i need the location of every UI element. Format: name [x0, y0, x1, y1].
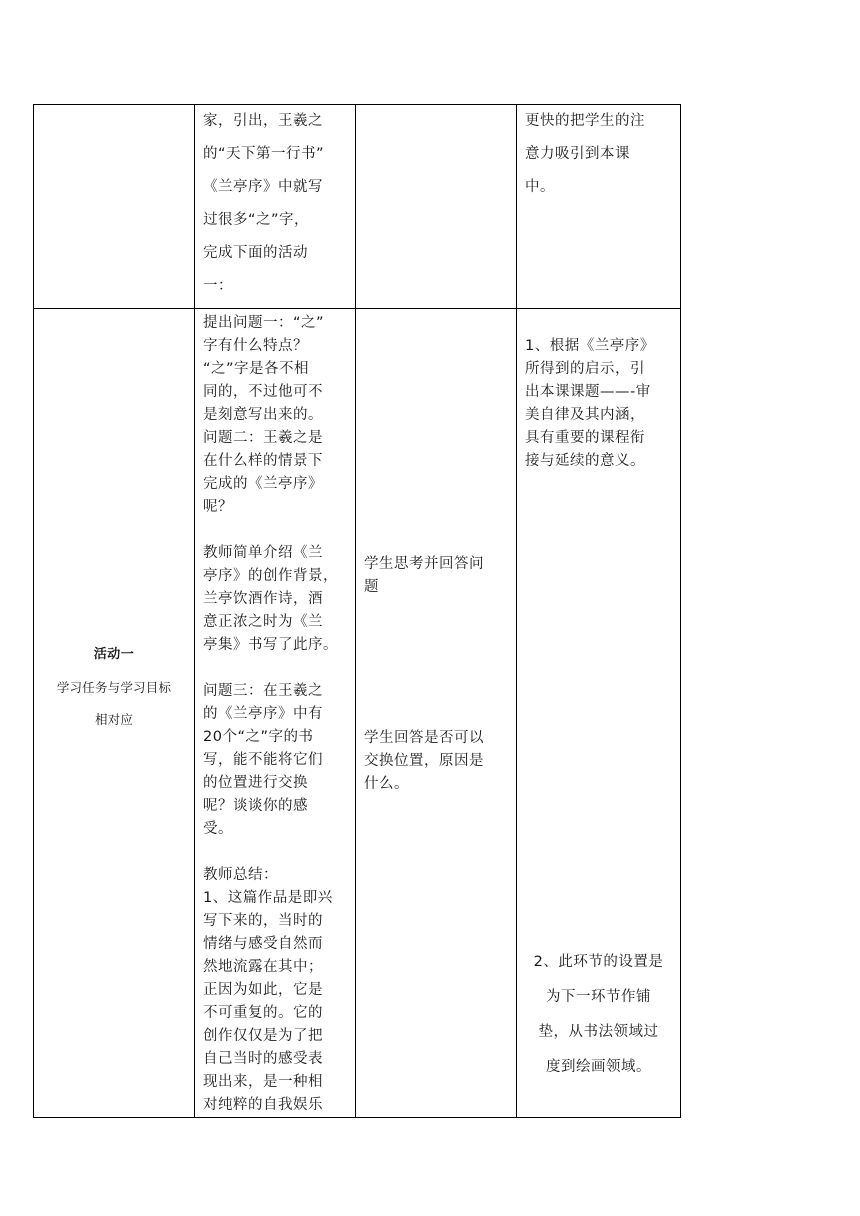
blank-line	[203, 841, 347, 864]
design-intent-1	[525, 335, 672, 473]
text-line: 对纯粹的自我娱乐	[203, 1097, 323, 1113]
text-line: 什么。	[364, 776, 409, 792]
text-line: 一：	[203, 278, 233, 294]
text-line: 自己当时的感受表	[203, 1051, 323, 1067]
text-line: 的《兰亭序》中有	[203, 706, 323, 722]
text-line: 题	[364, 579, 379, 595]
activity-title: 活动一	[93, 647, 135, 662]
text-line: 亭集》书写了此序。	[203, 637, 338, 653]
table-row-continued	[34, 105, 681, 309]
blank-line	[203, 519, 347, 542]
lesson-plan-table	[33, 104, 681, 1118]
text-line: 过很多“之”字，	[203, 212, 310, 228]
text-line: 在什么样的情景下	[203, 453, 323, 469]
student-response-1	[364, 553, 508, 599]
text-line: 为下一环节作铺	[546, 989, 651, 1005]
cell-activity-name-empty	[34, 105, 195, 309]
text-line: 更快的把学生的注	[525, 113, 645, 129]
text-line: 的位置进行交换	[203, 775, 308, 791]
text-line: 接与延续的意义。	[525, 453, 645, 469]
cell-student-activity-empty	[356, 105, 517, 309]
design-intent-2	[525, 945, 672, 1085]
blank-line	[203, 657, 347, 680]
text-line: 度到绘画领域。	[546, 1059, 651, 1075]
activity-subtitle: 相对应	[94, 712, 134, 727]
cell-design-intent-continued	[517, 105, 681, 309]
cell-teacher-activity-continued	[195, 105, 356, 309]
text-line: 家，引出，王羲之	[203, 113, 323, 129]
text-line: 呢？	[203, 499, 233, 515]
table-row-activity-one	[34, 309, 681, 1118]
student-response-2	[364, 727, 508, 796]
text-line: 中。	[525, 179, 555, 195]
cell-student-activity	[356, 309, 517, 1118]
text-line: 兰亭饮酒作诗，酒	[203, 591, 323, 607]
text-line: 学生回答是否可以	[364, 730, 484, 746]
text-line: 同的，不过他可不	[203, 384, 323, 400]
text-line: 意力吸引到本课	[525, 146, 630, 162]
text-line: 提出问题一：“之”	[203, 315, 325, 331]
text-line: 不可重复的。它的	[203, 1005, 323, 1021]
text-line: 垫，从书法领域过	[538, 1024, 659, 1040]
text-line: 意正浓之时为《兰	[203, 614, 323, 630]
cell-design-intent	[517, 309, 681, 1118]
text-line: 完成的《兰亭序》	[203, 476, 323, 492]
text-line: 创作仅仅是为了把	[203, 1028, 323, 1044]
text-line: 问题三：在王羲之	[203, 683, 323, 699]
text-line: 教师总结：	[203, 867, 278, 883]
text-line: 呢？谈谈你的感	[203, 798, 308, 814]
text-line: 现出来，是一种相	[203, 1074, 323, 1090]
text-line: 交换位置，原因是	[364, 753, 484, 769]
text-line: 问题二：王羲之是	[203, 430, 323, 446]
text-line: 1、这篇作品是即兴	[203, 890, 333, 906]
text-line: 写下来的，当时的	[203, 913, 323, 929]
text-line: 具有重要的课程衔	[525, 430, 645, 446]
text-line: 20个“之”字的书	[203, 729, 314, 745]
text-line: 2、此环节的设置是	[533, 954, 664, 970]
text-line: 的“天下第一行书”	[203, 146, 325, 162]
activity-subtitle: 学习任务与学习目标	[56, 680, 172, 695]
text-line: “之”字是各不相	[203, 361, 310, 377]
text-line: 教师简单介绍《兰	[203, 545, 323, 561]
text-line: 情绪与感受自然而	[203, 936, 323, 952]
text-line: 亭序》的创作背景，	[203, 568, 338, 584]
text-line: 1、根据《兰亭序》	[525, 338, 655, 354]
text-line: 是刻意写出来的。	[203, 407, 323, 423]
text-line: 然地流露在其中；	[203, 959, 323, 975]
text-line: 《兰亭序》中就写	[203, 179, 323, 195]
text-line: 正因为如此，它是	[203, 982, 323, 998]
text-line: 字有什么特点？	[203, 338, 308, 354]
text-line: 写，能不能将它们	[203, 752, 323, 768]
text-line: 所得到的启示，引	[525, 361, 645, 377]
cell-teacher-activity	[195, 309, 356, 1118]
text-line: 受。	[203, 821, 233, 837]
text-line: 美自律及其内涵，	[525, 407, 645, 423]
text-line: 完成下面的活动	[203, 245, 308, 261]
text-line: 学生思考并回答问	[364, 556, 484, 572]
text-line: 出本课课题——-审	[525, 384, 651, 400]
cell-activity-name	[34, 309, 195, 1118]
